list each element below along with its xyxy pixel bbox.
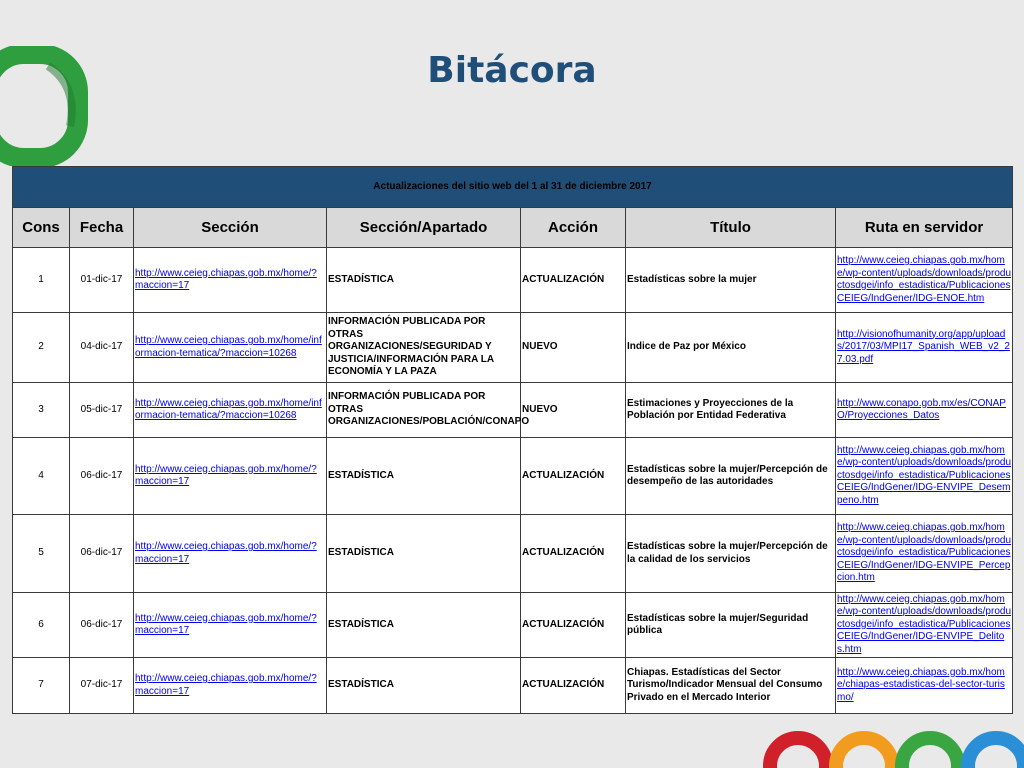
cell-cons: 6: [13, 593, 70, 658]
cell-fecha: 01-dic-17: [70, 248, 134, 313]
cell-fecha: 06-dic-17: [70, 515, 134, 593]
ruta-link[interactable]: http://www.ceieg.chiapas.gob.mx/home/wp-content/uploads/downloads/productosdgei/info_estadistica/PublicacionesCEIEG/IndGener/IDG-ENVIPE_Desempeno.htm: [837, 444, 1012, 506]
cell-apartado: INFORMACIÓN PUBLICADA POR OTRAS ORGANIZACIONES/POBLACIÓN/CONAPO: [327, 383, 521, 438]
cell-apartado: ESTADÍSTICA: [327, 593, 521, 658]
cell-accion: ACTUALIZACIÓN: [521, 438, 626, 515]
ruta-link[interactable]: http://visionofhumanity.org/app/uploads/2017/03/MPI17_Spanish_WEB_v2_27.03.pdf: [837, 328, 1010, 365]
table-header-row: [13, 208, 1013, 248]
header-seccion: Sección: [134, 208, 327, 248]
cell-apartado: ESTADÍSTICA: [327, 438, 521, 515]
ruta-link[interactable]: http://www.conapo.gob.mx/es/CONAPO/Proyecciones_Datos: [837, 397, 1006, 421]
cell-cons: 1: [13, 248, 70, 313]
header-cons: Cons: [13, 208, 70, 248]
decorative-circles-icon: [760, 726, 1024, 768]
cell-apartado: INFORMACIÓN PUBLICADA POR OTRAS ORGANIZACIONES/SEGURIDAD Y JUSTICIA/INFORMACIÓN PARA LA ECONOMÍA Y LA PAZA: [327, 313, 521, 383]
cell-cons: 5: [13, 515, 70, 593]
seccion-link[interactable]: http://www.ceieg.chiapas.gob.mx/home/?maccion=17: [135, 612, 317, 636]
table-row: [13, 313, 1013, 383]
table-row: [13, 515, 1013, 593]
cell-titulo: Chiapas. Estadísticas del Sector Turismo/Indicador Mensual del Consumo Privado en el Mercado Interior: [626, 658, 836, 714]
header-ruta: Ruta en servidor: [836, 208, 1013, 248]
cell-titulo: Estimaciones y Proyecciones de la Población por Entidad Federativa: [626, 383, 836, 438]
cell-fecha: 06-dic-17: [70, 593, 134, 658]
cell-titulo: Estadísticas sobre la mujer/Percepción de la calidad de los servicios: [626, 515, 836, 593]
table-caption: Actualizaciones del sitio web del 1 al 31 de diciembre 2017: [13, 167, 1013, 208]
cell-apartado: ESTADÍSTICA: [327, 658, 521, 714]
cell-titulo: Indice de Paz por México: [626, 313, 836, 383]
header-fecha: Fecha: [70, 208, 134, 248]
cell-accion: NUEVO: [521, 313, 626, 383]
cell-titulo: Estadísticas sobre la mujer/Seguridad pública: [626, 593, 836, 658]
ruta-link[interactable]: http://www.ceieg.chiapas.gob.mx/home/wp-content/uploads/downloads/productosdgei/info_estadistica/PublicacionesCEIEG/IndGener/IDG-ENVIPE_Percepcion.htm: [837, 522, 1012, 584]
cell-accion: NUEVO: [521, 383, 626, 438]
seccion-link[interactable]: http://www.ceieg.chiapas.gob.mx/home/informacion-tematica/?maccion=10268: [135, 335, 322, 359]
header-apartado: Sección/Apartado: [327, 208, 521, 248]
ruta-link[interactable]: http://www.ceieg.chiapas.gob.mx/home/chiapas-estadisticas-del-sector-turismo/: [837, 666, 1005, 703]
seccion-link[interactable]: http://www.ceieg.chiapas.gob.mx/home/?maccion=17: [135, 541, 317, 565]
seccion-link[interactable]: http://www.ceieg.chiapas.gob.mx/home/?maccion=17: [135, 463, 317, 487]
cell-apartado: ESTADÍSTICA: [327, 248, 521, 313]
cell-apartado: ESTADÍSTICA: [327, 515, 521, 593]
cell-accion: ACTUALIZACIÓN: [521, 658, 626, 714]
table-row: [13, 658, 1013, 714]
cell-cons: 4: [13, 438, 70, 515]
header-titulo: Título: [626, 208, 836, 248]
cell-cons: 7: [13, 658, 70, 714]
updates-table: [12, 166, 1013, 714]
seccion-link[interactable]: http://www.ceieg.chiapas.gob.mx/home/?maccion=17: [135, 673, 317, 697]
table-row: [13, 438, 1013, 515]
page-title: Bitácora: [427, 50, 597, 91]
cell-accion: ACTUALIZACIÓN: [521, 515, 626, 593]
cell-titulo: Estadísticas sobre la mujer: [626, 248, 836, 313]
cell-cons: 2: [13, 313, 70, 383]
cell-fecha: 04-dic-17: [70, 313, 134, 383]
cell-cons: 3: [13, 383, 70, 438]
seccion-link[interactable]: http://www.ceieg.chiapas.gob.mx/home/informacion-tematica/?maccion=10268: [135, 397, 322, 421]
table-row: [13, 593, 1013, 658]
cell-titulo: Estadísticas sobre la mujer/Percepción de desempeño de las autoridades: [626, 438, 836, 515]
seccion-link[interactable]: http://www.ceieg.chiapas.gob.mx/home/?maccion=17: [135, 267, 317, 291]
header-accion: Acción: [521, 208, 626, 248]
cell-accion: ACTUALIZACIÓN: [521, 248, 626, 313]
table-row: [13, 383, 1013, 438]
cell-fecha: 07-dic-17: [70, 658, 134, 714]
ruta-link[interactable]: http://www.ceieg.chiapas.gob.mx/home/wp-content/uploads/downloads/productosdgei/info_estadistica/PublicacionesCEIEG/IndGener/IDG-ENOE.htm: [837, 255, 1012, 304]
ruta-link[interactable]: http://www.ceieg.chiapas.gob.mx/home/wp-content/uploads/downloads/productosdgei/info_estadistica/PublicacionesCEIEG/IndGener/IDG-ENVIPE_Delitos.htm: [837, 593, 1012, 655]
table-row: [13, 248, 1013, 313]
cell-fecha: 05-dic-17: [70, 383, 134, 438]
cell-fecha: 06-dic-17: [70, 438, 134, 515]
cell-accion: ACTUALIZACIÓN: [521, 593, 626, 658]
